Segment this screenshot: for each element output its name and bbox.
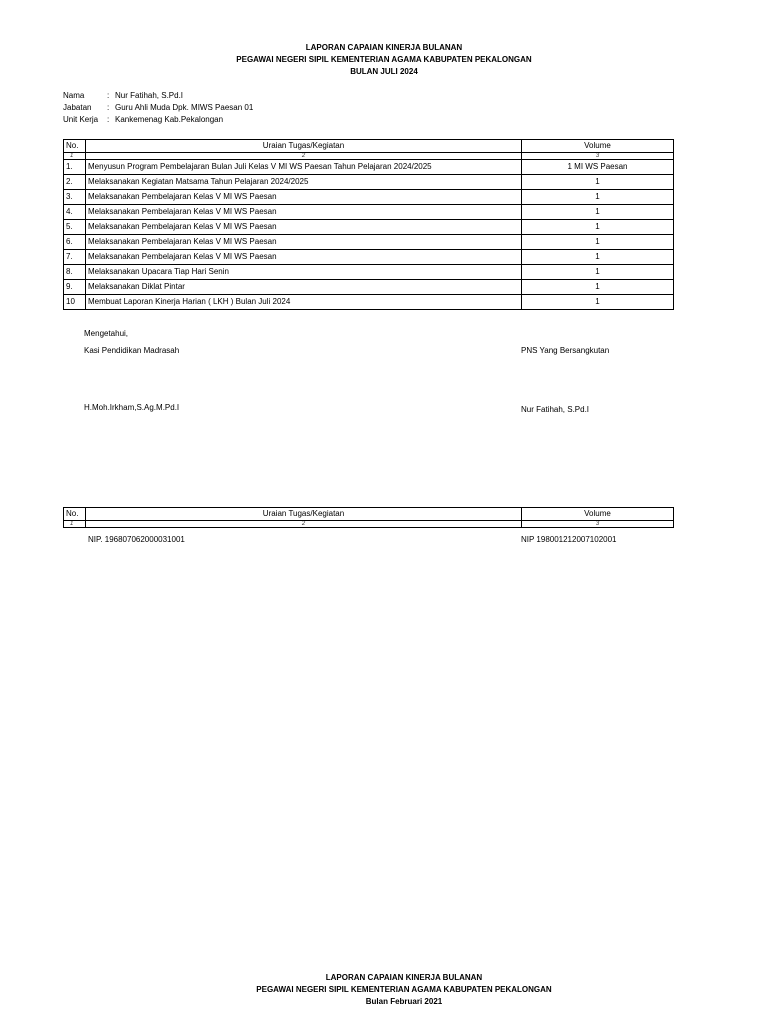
table-row bbox=[64, 280, 674, 295]
sig-right-name: Nur Fatihah, S.Pd.I bbox=[521, 405, 590, 414]
report-subtitle: PEGAWAI NEGERI SIPIL KEMENTERIAN AGAMA KABUPATEN PEKALONGAN bbox=[236, 55, 532, 64]
table-row bbox=[64, 160, 674, 175]
table-row bbox=[64, 220, 674, 235]
table-row bbox=[64, 295, 674, 310]
info-separator: : bbox=[107, 103, 110, 112]
row-volume: 1 bbox=[522, 220, 674, 235]
index-task: 2 bbox=[86, 153, 522, 160]
report-title: LAPORAN CAPAIAN KINERJA BULANAN bbox=[305, 43, 463, 52]
info-value: Guru Ahli Muda Dpk. MIWS Paesan 01 bbox=[115, 103, 254, 112]
row-no: 5. bbox=[64, 220, 86, 235]
info-row-nama bbox=[63, 90, 183, 102]
row-volume: 1 bbox=[522, 250, 674, 265]
footer-title: LAPORAN CAPAIAN KINERJA BULANAN bbox=[325, 973, 483, 982]
header-task: Uraian Tugas/Kegiatan bbox=[86, 508, 522, 521]
row-task: Melaksanakan Pembelajaran Kelas V MI WS Paesan bbox=[86, 220, 522, 235]
row-no: 7. bbox=[64, 250, 86, 265]
repeat-table-header bbox=[63, 507, 674, 528]
table-row bbox=[64, 235, 674, 250]
row-volume: 1 MI WS Paesan bbox=[522, 160, 674, 175]
table-header-row bbox=[64, 508, 674, 521]
row-task: Melaksanakan Kegiatan Matsama Tahun Pelajaran 2024/2025 bbox=[86, 175, 522, 190]
row-volume: 1 bbox=[522, 265, 674, 280]
info-label: Unit Kerja bbox=[63, 115, 99, 124]
report-period: BULAN JULI 2024 bbox=[350, 67, 418, 76]
row-task: Melaksanakan Diklat Pintar bbox=[86, 280, 522, 295]
index-no: 1 bbox=[64, 153, 86, 160]
info-separator: : bbox=[107, 115, 110, 124]
table-header-row bbox=[64, 140, 674, 153]
info-label: Jabatan bbox=[63, 103, 92, 112]
row-volume: 1 bbox=[522, 175, 674, 190]
row-task: Melaksanakan Pembelajaran Kelas V MI WS Paesan bbox=[86, 235, 522, 250]
table-index-row bbox=[64, 521, 674, 528]
row-no: 1. bbox=[64, 160, 86, 175]
table-index-row bbox=[64, 153, 674, 160]
sig-left-position: Kasi Pendidikan Madrasah bbox=[84, 346, 180, 355]
row-volume: 1 bbox=[522, 190, 674, 205]
sig-left-acknowledged: Mengetahui, bbox=[84, 329, 129, 338]
activity-table bbox=[63, 139, 674, 310]
table-row bbox=[64, 190, 674, 205]
row-task: Membuat Laporan Kinerja Harian ( LKH ) Bulan Juli 2024 bbox=[86, 295, 522, 310]
row-no: 6. bbox=[64, 235, 86, 250]
header-task: Uraian Tugas/Kegiatan bbox=[86, 140, 522, 153]
row-task: Melaksanakan Pembelajaran Kelas V MI WS Paesan bbox=[86, 250, 522, 265]
index-volume: 3 bbox=[522, 153, 674, 160]
row-no: 4. bbox=[64, 205, 86, 220]
info-separator: : bbox=[107, 91, 110, 100]
info-row-unit-kerja bbox=[63, 114, 223, 126]
info-value: Kankemenag Kab.Pekalongan bbox=[115, 115, 224, 124]
info-value: Nur Fatihah, S.Pd.I bbox=[115, 91, 184, 100]
row-no: 8. bbox=[64, 265, 86, 280]
sig-left-name: H.Moh.Irkham,S.Ag.M.Pd.I bbox=[84, 403, 180, 412]
table-row bbox=[64, 250, 674, 265]
index-no: 1 bbox=[64, 521, 86, 528]
sig-left-nip: NIP. 196807062000031001 bbox=[88, 535, 185, 544]
info-label: Nama bbox=[63, 91, 85, 100]
header-no: No. bbox=[64, 140, 86, 153]
row-volume: 1 bbox=[522, 280, 674, 295]
table-row bbox=[64, 205, 674, 220]
index-task: 2 bbox=[86, 521, 522, 528]
row-no: 9. bbox=[64, 280, 86, 295]
header-volume: Volume bbox=[522, 140, 674, 153]
footer-period: Bulan Februari 2021 bbox=[365, 997, 443, 1006]
row-no: 2. bbox=[64, 175, 86, 190]
sig-right-position: PNS Yang Bersangkutan bbox=[521, 346, 610, 355]
row-volume: 1 bbox=[522, 235, 674, 250]
row-no: 10 bbox=[64, 295, 86, 310]
row-volume: 1 bbox=[522, 205, 674, 220]
footer-subtitle: PEGAWAI NEGERI SIPIL KEMENTERIAN AGAMA KABUPATEN PEKALONGAN bbox=[256, 985, 552, 994]
table-row bbox=[64, 175, 674, 190]
header-volume: Volume bbox=[522, 508, 674, 521]
row-task: Melaksanakan Pembelajaran Kelas V MI WS Paesan bbox=[86, 190, 522, 205]
row-task: Melaksanakan Pembelajaran Kelas V MI WS Paesan bbox=[86, 205, 522, 220]
row-task: Melaksanakan Upacara Tiap Hari Senin bbox=[86, 265, 522, 280]
table-row bbox=[64, 265, 674, 280]
info-row-jabatan bbox=[63, 102, 253, 114]
sig-right-nip: NIP 198001212007102001 bbox=[521, 535, 617, 544]
row-volume: 1 bbox=[522, 295, 674, 310]
row-task: Menyusun Program Pembelajaran Bulan Juli Kelas V MI WS Paesan Tahun Pelajaran 2024/2025 bbox=[86, 160, 522, 175]
row-no: 3. bbox=[64, 190, 86, 205]
index-volume: 3 bbox=[522, 521, 674, 528]
header-no: No. bbox=[64, 508, 86, 521]
